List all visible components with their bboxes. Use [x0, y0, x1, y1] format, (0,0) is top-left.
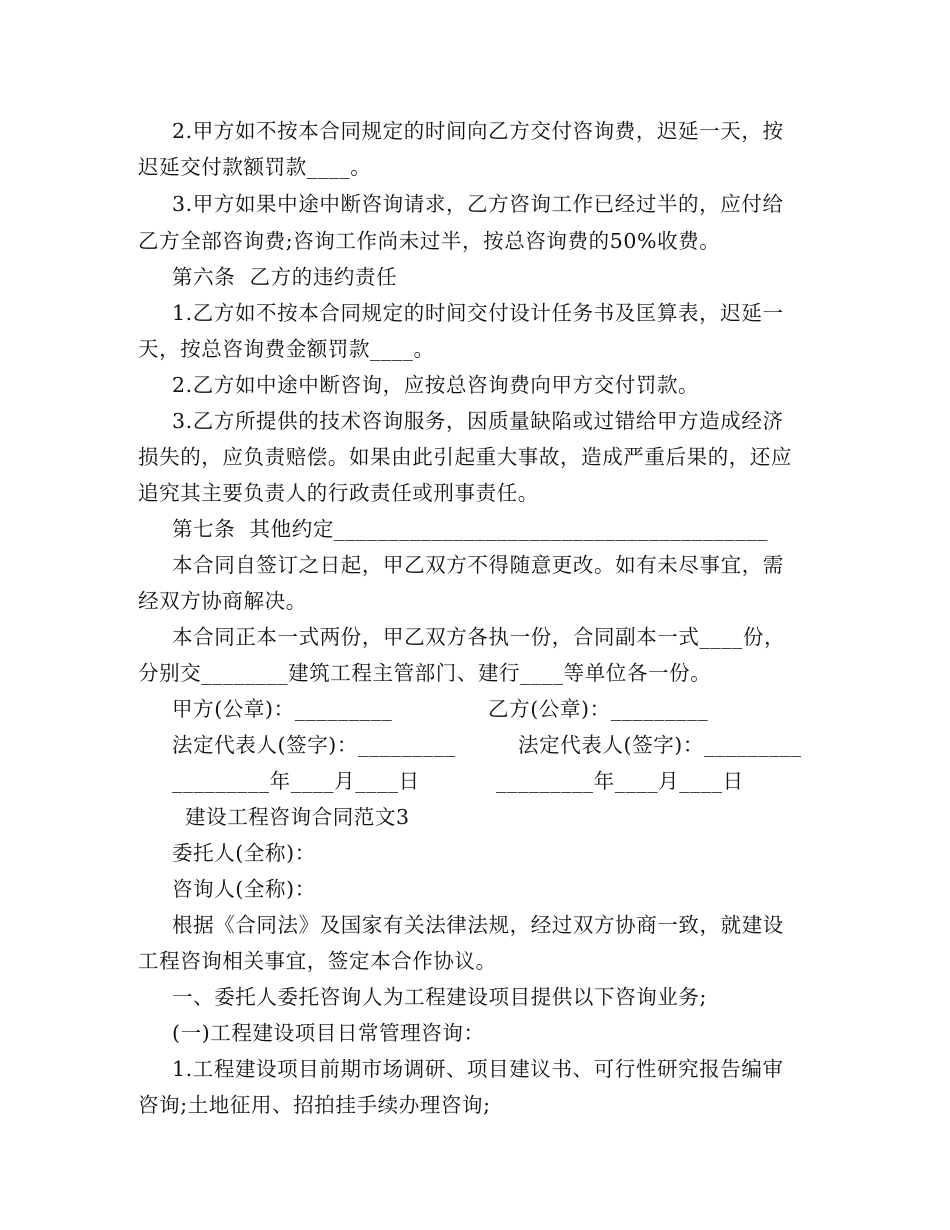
paragraph-line: 2.乙方如中途中断咨询，应按总咨询费向甲方交付罚款。 [172, 373, 700, 397]
paragraph-line: 一、委托人委托咨询人为工程建设项目提供以下咨询业务; [172, 985, 708, 1009]
paragraph-line: (一)工程建设项目日常管理咨询： [172, 1021, 485, 1045]
party-b-date: _________年____月____日 [496, 769, 744, 793]
paragraph-line: 乙方全部咨询费;咨询工作尚未过半，按总咨询费的50%收费。 [138, 229, 721, 253]
paragraph-line: 追究其主要负责人的行政责任或刑事责任。 [138, 481, 539, 505]
paragraph-line: 本合同自签订之日起，甲乙双方不得随意更改。如有未尽事宜，需 [172, 553, 784, 577]
paragraph-line: 损失的，应负责赔偿。如果由此引起重大事故，造成严重后果的，还应 [138, 445, 793, 469]
paragraph-line: 天，按总咨询费金额罚款____。 [138, 337, 435, 361]
party-b-representative: 法定代表人(签字)：_________ [518, 733, 802, 757]
paragraph-line: 3.乙方所提供的技术咨询服务，因质量缺陷或过错给甲方造成经济 [172, 409, 784, 433]
paragraph-line: 工程咨询相关事宜，签定本合作协议。 [138, 949, 497, 973]
paragraph-line: 2.甲方如不按本合同规定的时间向乙方交付咨询费，迟延一天，按 [172, 119, 784, 143]
paragraph-line: 3.甲方如果中途中断咨询请求，乙方咨询工作已经过半的，应付给 [172, 192, 784, 216]
paragraph-line: 1.乙方如不按本合同规定的时间交付设计任务书及匡算表，迟延一 [172, 301, 784, 325]
paragraph-line: 迟延交付款额罚款____。 [138, 155, 372, 179]
party-a-date: _________年____月____日 [172, 769, 420, 793]
paragraph-line: 咨询人(全称)： [172, 877, 316, 901]
paragraph-line: 委托人(全称)： [172, 841, 316, 865]
paragraph-line: 分别交________建筑工程主管部门、建行____等单位各一份。 [138, 661, 712, 685]
section-title: 建设工程咨询合同范文3 [185, 805, 410, 829]
party-a-seal: 甲方(公章)：_________ [172, 697, 393, 721]
paragraph-line: 咨询;土地征用、招拍挂手续办理咨询; [138, 1093, 491, 1117]
party-a-representative: 法定代表人(签字)：_________ [172, 733, 456, 757]
section-heading: 第六条 乙方的违约责任 [172, 265, 398, 289]
paragraph-line: 1.工程建设项目前期市场调研、项目建议书、可行性研究报告编审 [172, 1057, 784, 1081]
paragraph-line: 经双方协商解决。 [138, 589, 307, 613]
paragraph-line: 根据《合同法》及国家有关法律法规，经过双方协商一致，就建设 [172, 913, 784, 937]
section-heading: 第七条 其他约定________________________________________ [172, 517, 768, 541]
paragraph-line: 本合同正本一式两份，甲乙双方各执一份，合同副本一式____份， [172, 625, 786, 649]
party-b-seal: 乙方(公章)：_________ [488, 697, 709, 721]
